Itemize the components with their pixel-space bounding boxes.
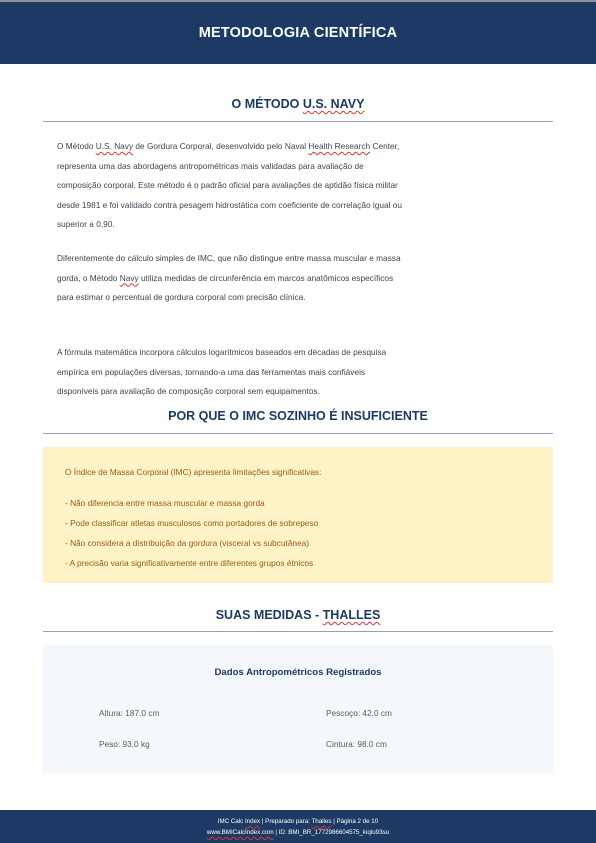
paragraph-method-formula: A fórmula matemática incorpora cálculos logarítmicos baseados em décadas de pesquisa empírica em populações diversas, tornando-a uma das ferramentas mais confiáveis disponíveis para avaliação de composição corporal sem equipamentos.: [57, 347, 387, 396]
measurements-box: [43, 645, 553, 773]
footer-line-2: [0, 829, 596, 836]
section-title-prefix: O MÉTODO: [231, 97, 303, 111]
footer-document-id: | ID: BMI_BR_1772986604575_kiqlu93su: [273, 829, 390, 836]
measure-waist: Cintura: 98.0 cm: [326, 739, 387, 749]
limitation-item: - Não diferencia entre massa muscular e massa gorda: [65, 498, 265, 508]
text-run: utiliza medidas de circunferência em marcos anatômicos específicos para estimar o percentual de gordura corporal com precisão clínica.: [57, 272, 394, 302]
text-run: IMC Calc: [217, 818, 245, 825]
paragraph-method-intro: [57, 137, 402, 235]
limitation-item: - Pode classificar atletas musculosos como portadores de sobrepeso: [65, 518, 319, 528]
measurements-box-title: Dados Antropométricos Registrados: [214, 667, 382, 678]
spellcheck-word: Index: [245, 818, 261, 825]
footer-line-1: [0, 818, 596, 825]
section-title-measurements: [43, 608, 553, 622]
spellcheck-word: Navy: [119, 272, 139, 283]
text-run: de Gordura Corporal, desenvolvido pelo Naval: [133, 141, 309, 151]
footer-website-link[interactable]: www.BMICalcIndex.com: [206, 829, 274, 836]
bmi-limitations-box: [43, 447, 553, 583]
measure-weight: Peso: 93.0 kg: [99, 739, 150, 749]
measure-height: Altura: 187.0 cm: [99, 708, 160, 718]
spellcheck-word: U.S. Navy: [95, 141, 134, 151]
paragraph-method-difference: [57, 249, 402, 308]
limitation-item: - A precisão varia significativamente entre diferentes grupos étnicos: [65, 558, 314, 568]
section-title-bmi-insufficient: POR QUE O IMC SOZINHO É INSUFICIENTE: [168, 409, 428, 423]
limitation-item: - Não considera a distribuição da gordura (visceral vs subcutânea): [65, 538, 309, 548]
spellcheck-word: Health Research: [308, 141, 371, 151]
page-header: [0, 2, 596, 64]
section-title-squiggle: THALLES: [322, 608, 381, 622]
section-divider: [43, 121, 553, 122]
page-footer: [0, 810, 596, 843]
section-divider: [43, 631, 553, 632]
section-divider: [43, 433, 553, 434]
section-title-squiggle: U.S. NAVY: [302, 97, 365, 111]
text-run: Center, representa uma das abordagens antropométricas mais validadas para avaliação de composição corporal. Este método é o padrão oficial para avaliações de aptidão física militar desde 1981 e foi validado contra pesagem hidrostática com coeficiente de correlação igual ou superior a 0,90.: [57, 141, 402, 229]
section-title-prefix: SUAS MEDIDAS -: [215, 608, 323, 622]
text-run: | Preparado para:: [260, 818, 312, 825]
section-title-us-navy: [43, 97, 553, 111]
spellcheck-word: Thalles: [311, 818, 332, 825]
limitations-intro: O Índice de Massa Corporal (IMC) apresenta limitações significativas:: [65, 467, 322, 477]
text-run: | Página 2 de 10: [331, 818, 379, 825]
text-run: Diferentemente do cálculo simples de IMC, que não distingue entre massa muscular e massa gorda, o Método: [57, 253, 401, 283]
measure-neck: Pescoço: 42.0 cm: [326, 708, 392, 718]
text-run: O Método: [57, 141, 96, 151]
header-title: METODOLOGIA CIENTÍFICA: [198, 25, 398, 41]
